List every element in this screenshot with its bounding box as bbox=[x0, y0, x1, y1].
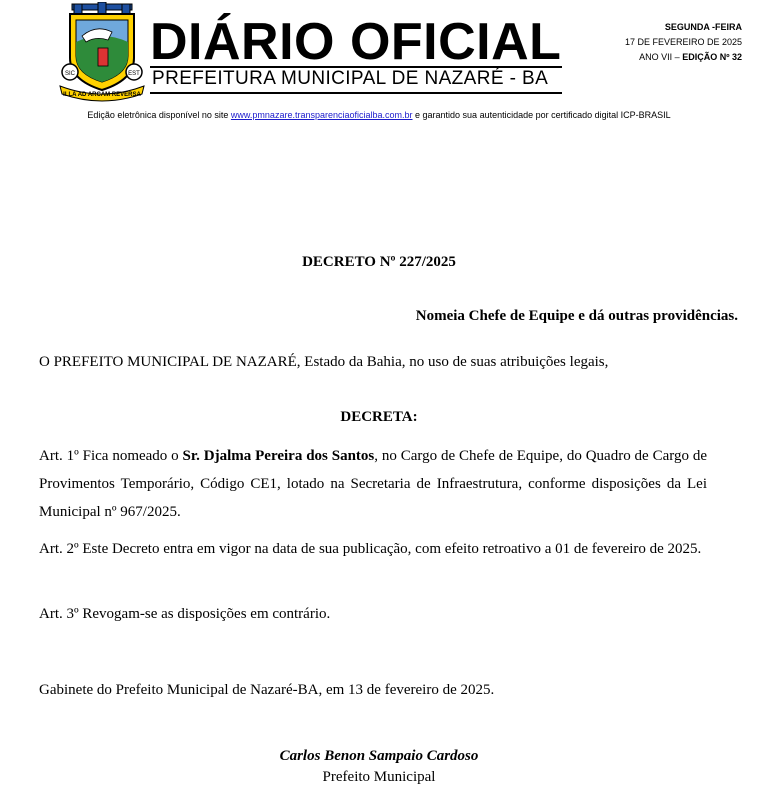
signer-role: Prefeito Municipal bbox=[322, 769, 436, 785]
issue-weekday: SEGUNDA -FEIRA bbox=[664, 22, 742, 32]
article-1 bbox=[39, 442, 707, 526]
signer-name: Carlos Benon Sampaio Cardoso bbox=[279, 748, 479, 764]
municipal-coat-of-arms bbox=[56, 2, 148, 102]
seal-motto: ILLA AD ARCAM REVERSA bbox=[63, 92, 141, 98]
decreta-heading: DECRETA: bbox=[340, 409, 418, 425]
appointee-name: Sr. Djalma Pereira dos Santos bbox=[182, 448, 375, 464]
decree-summary: Nomeia Chefe de Equipe e dá outras providências. bbox=[415, 308, 738, 324]
issue-edition: EDIÇÃO Nº 32 bbox=[682, 52, 742, 62]
electronic-edition-notice bbox=[0, 110, 758, 120]
article-2: Art. 2º Este Decreto entra em vigor na data de sua publicação, com efeito retroativo a 01 de fevereiro de 2025. bbox=[39, 541, 702, 557]
article-1-prefix: Art. 1º Fica nomeado o bbox=[39, 448, 183, 464]
issue-info bbox=[625, 20, 742, 65]
decree-title: DECRETO Nº 227/2025 bbox=[302, 254, 456, 270]
seal-left-badge: SIC bbox=[64, 71, 76, 77]
notice-suffix: e garantido sua autenticidade por certificado digital ICP-BRASIL bbox=[412, 110, 671, 120]
seal-right-badge: EST bbox=[128, 71, 140, 77]
issue-edition-line bbox=[625, 50, 742, 65]
publication-title: DIÁRIO OFICIAL bbox=[150, 13, 562, 71]
issue-date: 17 DE FEVEREIRO DE 2025 bbox=[624, 37, 742, 47]
publication-subtitle: PREFEITURA MUNICIPAL DE NAZARÉ - BA bbox=[152, 68, 549, 89]
closing-line: Gabinete do Prefeito Municipal de Nazaré-BA, em 13 de fevereiro de 2025. bbox=[39, 682, 495, 698]
issue-year: ANO VII – bbox=[639, 52, 680, 62]
decree-preamble: O PREFEITO MUNICIPAL DE NAZARÉ, Estado da Bahia, no uso de suas atribuições legais, bbox=[39, 354, 609, 370]
article-3: Art. 3º Revogam-se as disposições em contrário. bbox=[39, 606, 331, 622]
transparency-site-link[interactable]: www.pmnazare.transparenciaoficialba.com.br bbox=[230, 110, 413, 120]
notice-prefix: Edição eletrônica disponível no site bbox=[87, 110, 231, 120]
article-1-suffix: , no Cargo de Chefe de Equipe, do Quadro de Cargo de Provimentos Temporário, Código CE1, lotado na Secretaria de Infraestrutura, conforme disposições da Lei Municipal nº 967/2025. bbox=[39, 448, 707, 520]
